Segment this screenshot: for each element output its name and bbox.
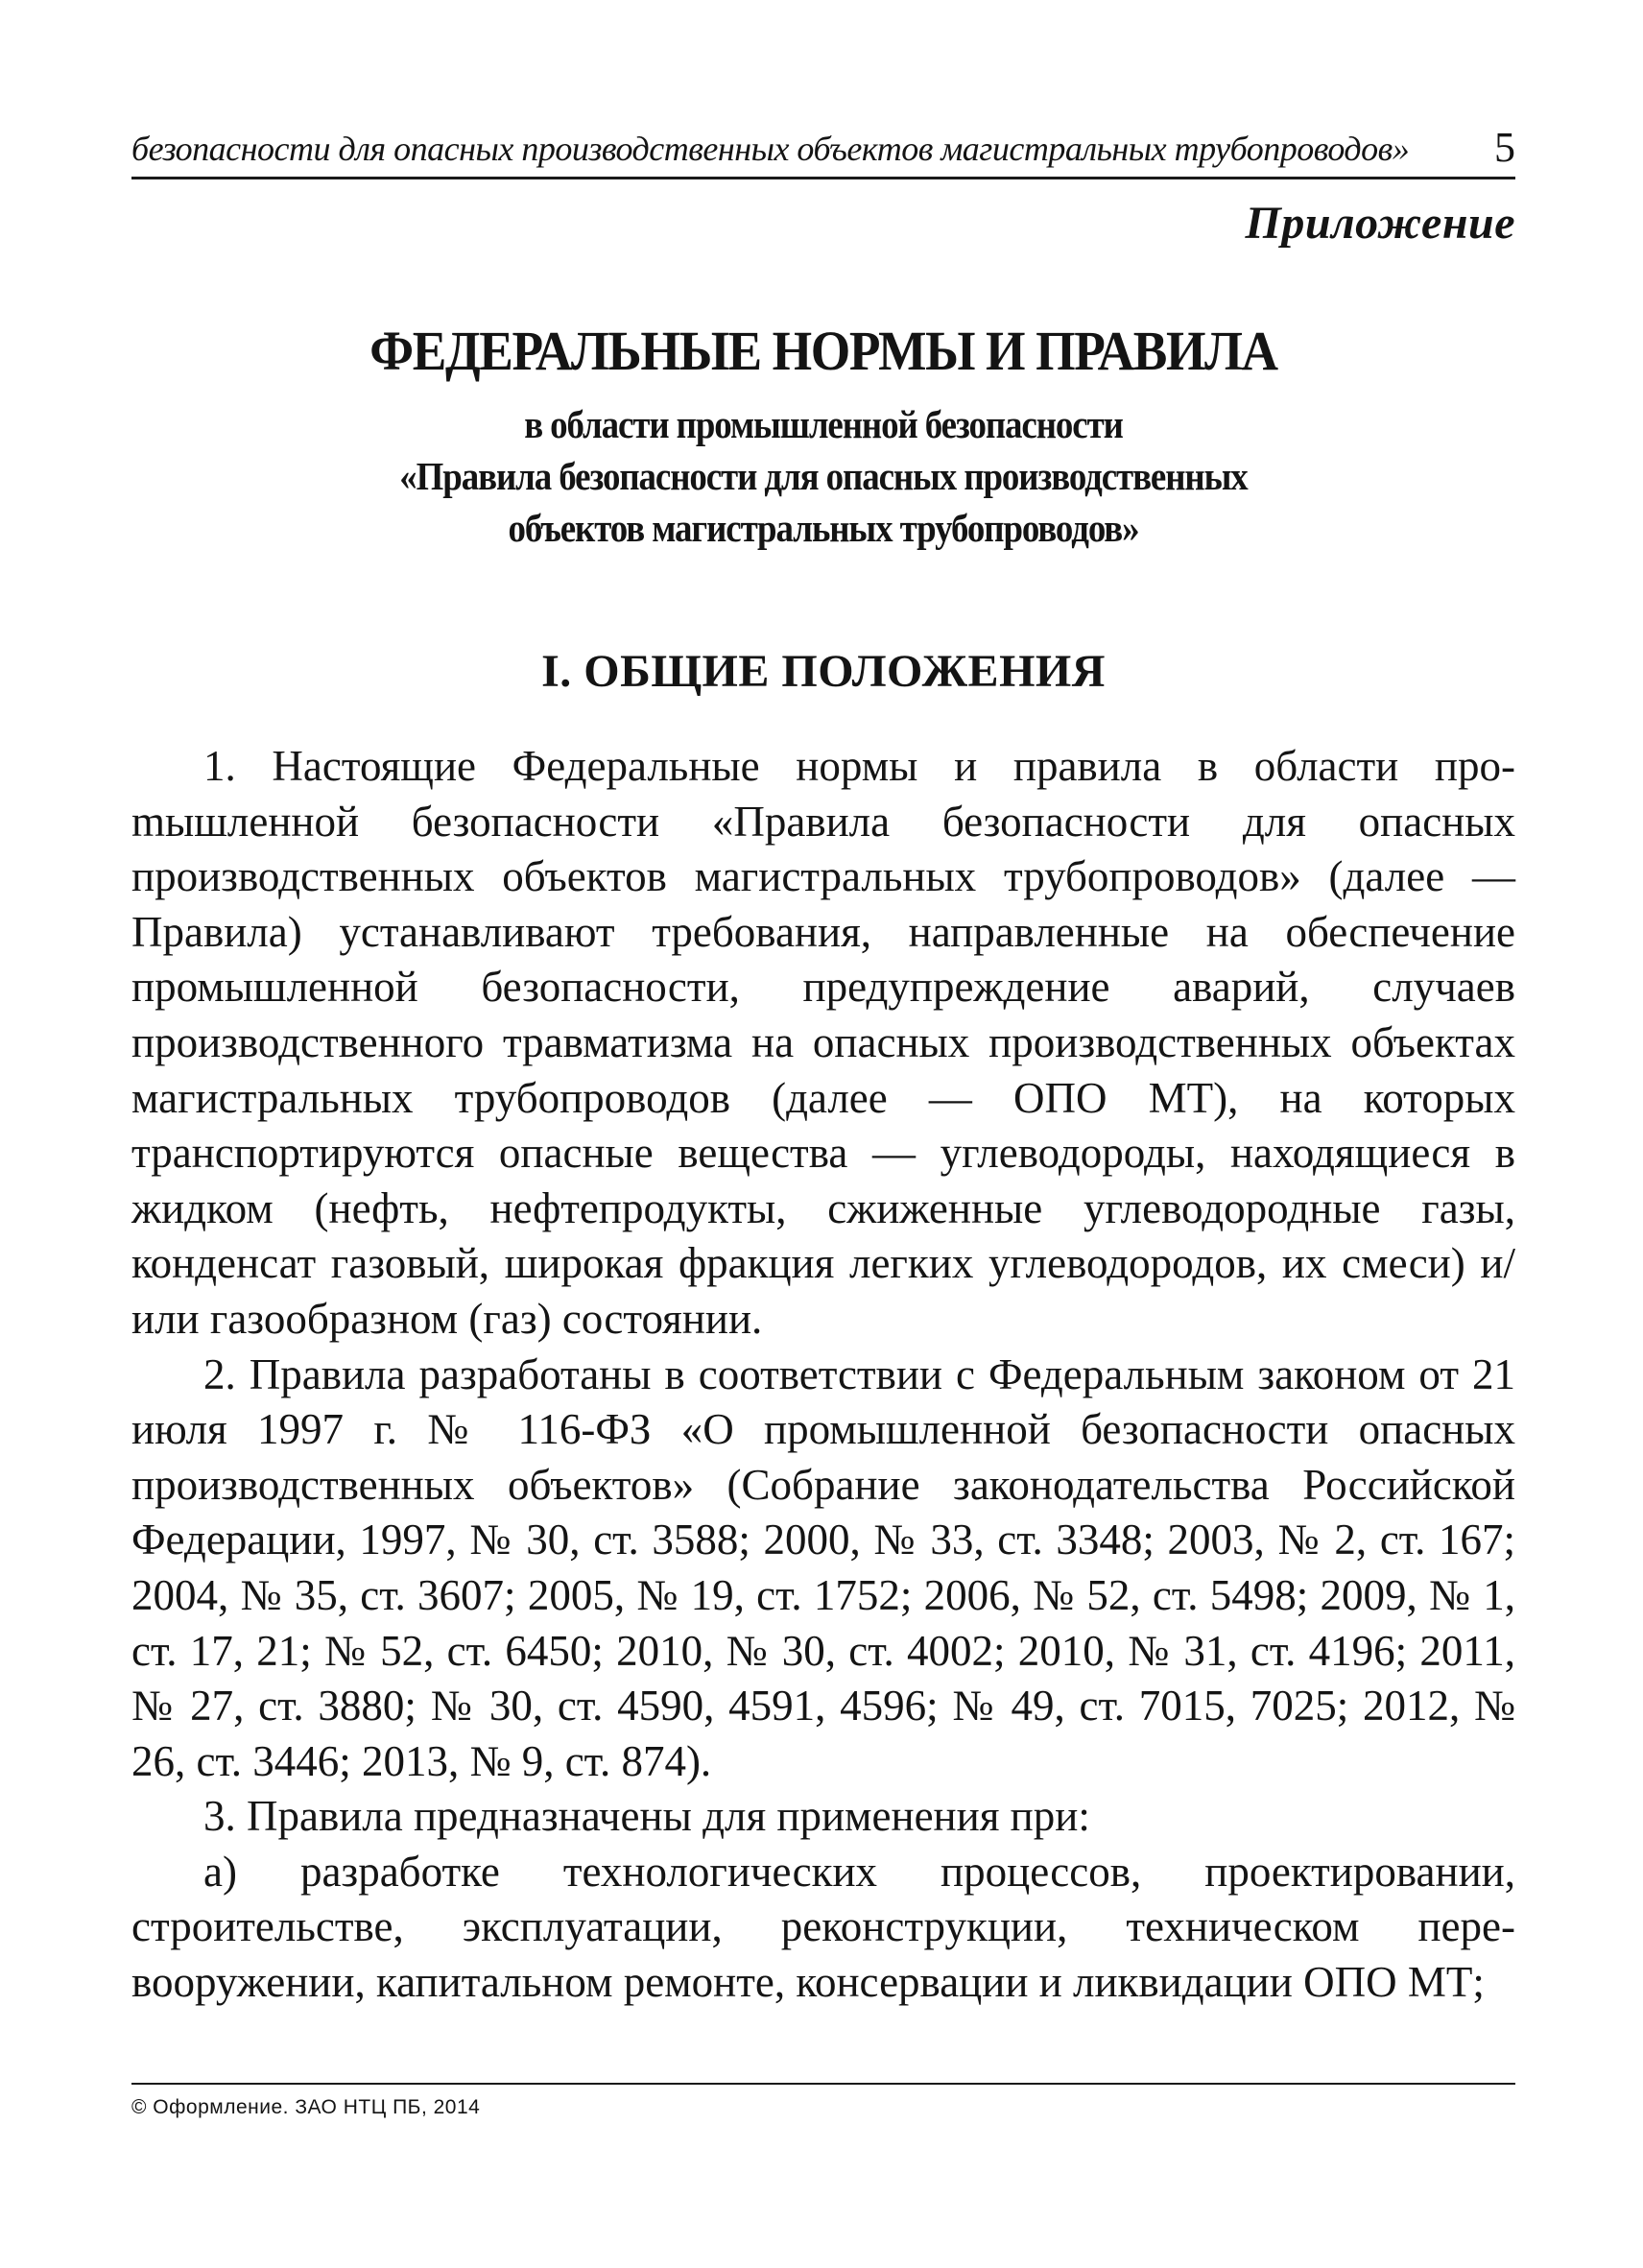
document-subtitle-line-2: «Правила безопасности для опасных производственных [399,454,1248,498]
copyright-footer: © Оформление. ЗАО НТЦ ПБ, 2014 [131,2083,1515,2119]
document-subtitle-line-3: объектов магистральных трубопроводов» [508,506,1139,550]
section-heading: I. ОБЩИЕ ПОЛОЖЕНИЯ [541,646,1106,697]
paragraph-3a: а) разработке технологических процессов, проектировании, строительстве, эксплуатации, реконструкции, техническом перевооружении, капитальном ремонте, консервации и ликвидации ОПО МТ; [131,1847,1515,2007]
body-text [131,739,1515,2011]
document-subtitle-line-1: в области промышленной безопасности [524,402,1123,446]
paragraph-2: 2. Правила разработаны в соответствии с Федеральным законом от 21 июля 1997 г. № 116-ФЗ «О промышленной безопасности опасных производственных объектов» (Собрание законодательства Российской Федерации, 1997, № 30, ст. 3588; 2000, № 33, ст. 3348; 2003, № 2, ст. 167; 2004, № 35, ст. 3607; 2005, № 19, ст. 1752; 2006, № 52, ст. 5498; 2009, № 1, ст. 17, 21; № 52, ст. 6450; 2010, № 30, ст. 4002; 2010, № 31, ст. 4196; 2011, № 27, ст. 3880; № 30, ст. 4590, 4591, 4596; № 49, ст. 7015, 7025; 2012, № 26, ст. 3446; 2013, № 9, ст. 874). [131,1349,1515,1785]
page-number: 5 [1494,124,1515,171]
paragraph-1: 1. Настоящие Федеральные нормы и правила в области проmышленной безопасности «Правила безопасности для опасных производственных объектов магистральных трубопроводов» (далее — Правила) устанавливают требования, направленные на обеспечение промышленной безопасности, предупреждение аварий, случаев производственного травматизма на опасных производственных объектах магистральных трубопроводов (далее — ОПО МТ), на которых транспортируются опасные вещества — углеводороды, находящиеся в жидком (нефть, нефтепродукты, сжиженные углеводородные газы, конденсат газовый, широкая фракция легких углеводородов, их смеси) и/или газообразном (газ) состоянии. [131,742,1515,1343]
appendix-label: Приложение [1245,198,1515,249]
document-title: ФЕДЕРАЛЬНЫЕ НОРМЫ И ПРАВИЛА [369,320,1277,382]
running-header [131,123,1515,179]
paragraph-3: 3. Правила предназначены для применения при: [203,1792,1090,1841]
running-header-title: безопасности для опасных производственных объектов магистральных трубопроводов» [131,130,1410,168]
